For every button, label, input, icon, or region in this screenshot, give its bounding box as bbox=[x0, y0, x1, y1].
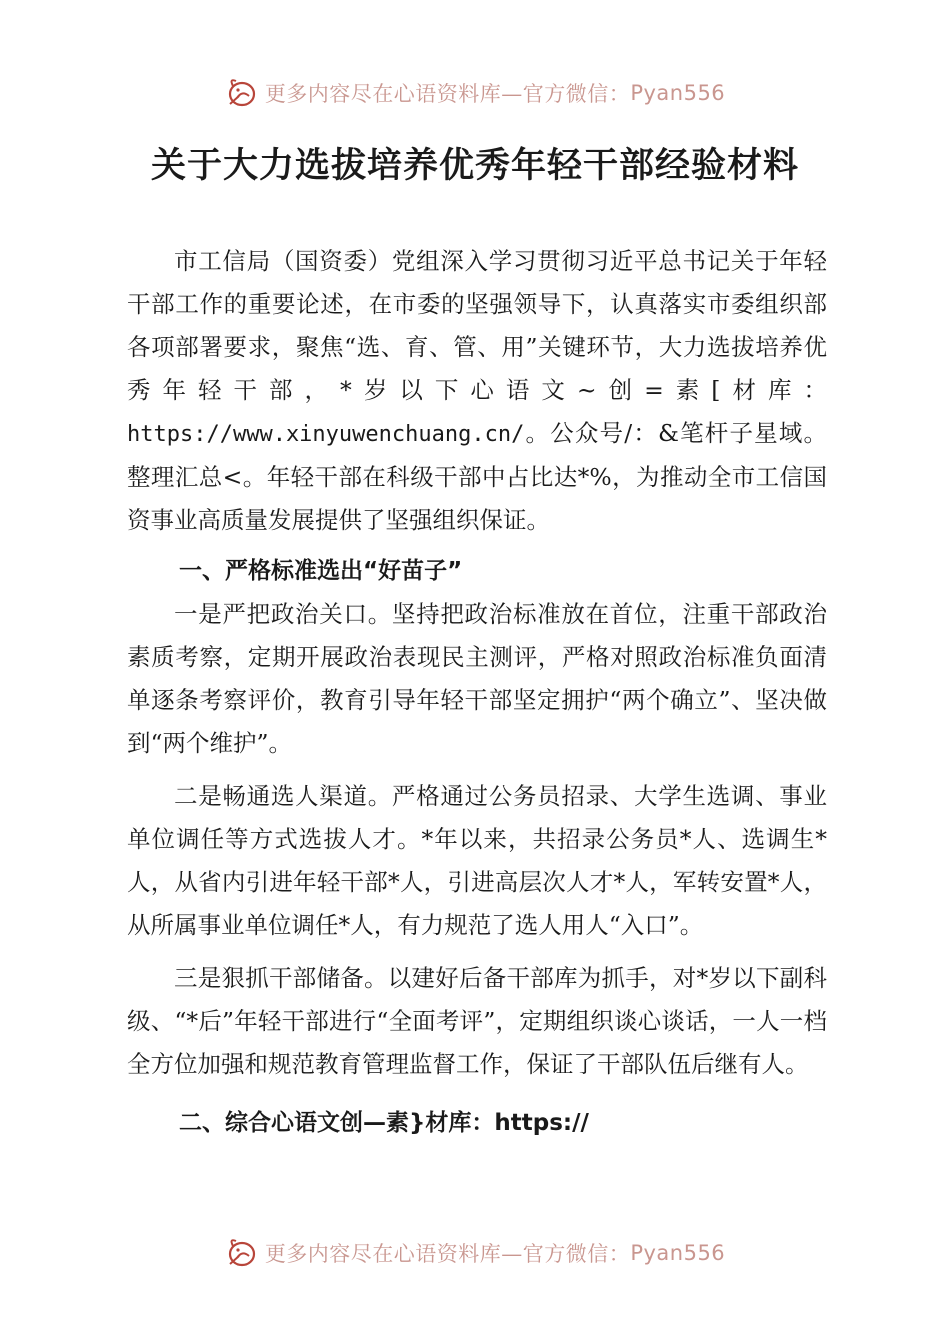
watermark-text: 更多内容尽在心语资料库—官方微信： bbox=[264, 82, 631, 106]
watermark-text: 更多内容尽在心语资料库—官方微信： bbox=[264, 1242, 631, 1266]
intro-text-2: 。公众号/：&笔杆子星域。整理汇总<。年轻干部在科级干部中占比达*%，为推动全市工信国资事业高质量发展提供了坚强组织保证。 bbox=[127, 419, 827, 534]
section-2-heading: 二、综合心语文创—素}材库：https:// bbox=[179, 1110, 589, 1136]
section-1-paragraph-3: 三是狠抓干部储备。以建好后备干部库为抓手，对*岁以下副科级、“*后”年轻干部进行“全面考评”，定期组织谈心谈话，一人一档全方位加强和规范教育管理监督工作，保证了干部队伍后继有人。 bbox=[127, 964, 827, 1078]
mouse-logo-icon bbox=[225, 1236, 259, 1270]
mouse-logo-icon bbox=[225, 76, 259, 110]
intro-url: https://www.xinyuwenchuang.cn/ bbox=[127, 422, 525, 447]
section-1-paragraph-2: 二是畅通选人渠道。严格通过公务员招录、大学生选调、事业单位调任等方式选拔人才。*年以来，共招录公务员*人、选调生*人，从省内引进年轻干部*人，引进高层次人才*人，军转安置*人，从所属事业单位调任*人，有力规范了选人用人“入口”。 bbox=[127, 782, 827, 939]
watermark-wechat-id: Pyan556 bbox=[630, 1241, 726, 1265]
document-body bbox=[127, 240, 827, 1145]
intro-paragraph bbox=[127, 240, 827, 542]
document-title: 关于大力选拔培养优秀年轻干部经验材料 bbox=[150, 145, 799, 186]
intro-text-1: 市工信局（国资委）党组深入学习贯彻习近平总书记关于年轻干部工作的重要论述，在市委的坚强领导下，认真落实市委组织部各项部署要求，聚焦“选、育、管、用”关键环节，大力选拔培养优秀年轻干部，*岁以下心语文~创=素[材库： bbox=[127, 247, 827, 404]
header-watermark bbox=[0, 71, 950, 115]
footer-watermark bbox=[0, 1231, 950, 1275]
section-1-paragraph-1: 一是严把政治关口。坚持把政治标准放在首位，注重干部政治素质考察，定期开展政治表现民主测评，严格对照政治标准负面清单逐条考察评价，教育引导年轻干部坚定拥护“两个确立”、坚决做到“两个维护”。 bbox=[127, 600, 827, 757]
watermark-wechat-id: Pyan556 bbox=[630, 81, 726, 105]
section-1-heading: 一、严格标准选出“好苗子” bbox=[179, 558, 463, 584]
